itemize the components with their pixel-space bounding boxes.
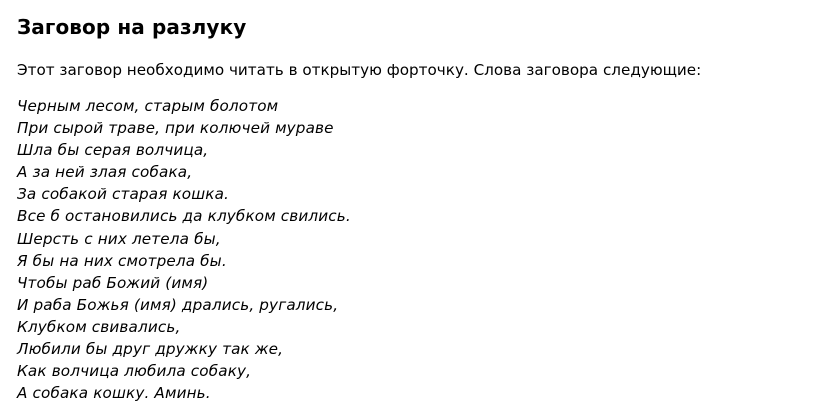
page-title: Заговор на разлуку [17, 15, 247, 39]
poem-line: Все б остановились да клубком свились. [17, 207, 351, 226]
poem-line: За собакой старая кошка. [17, 185, 230, 204]
poem-line: Шла бы серая волчица, [17, 141, 209, 160]
intro-paragraph: Этот заговор необходимо читать в открытую форточку. Слова заговора следующие: [17, 61, 702, 79]
poem-line: Как волчица любила собаку, [17, 362, 252, 381]
poem-line: Любили бы друг дружку так же, [17, 340, 284, 359]
poem-line: Черным лесом, старым болотом [17, 97, 279, 115]
poem-line: И раба Божья (имя) дрались, ругались, [17, 295, 339, 314]
poem-line: А собака кошку. Аминь. [17, 384, 211, 403]
poem-line: Чтобы раб Божий (имя) [17, 273, 209, 292]
poem-line: При сырой траве, при колючей мураве [17, 119, 334, 138]
poem-line: Шерсть с них летела бы, [17, 229, 221, 248]
poem-line: Клубком свивались, [17, 317, 181, 336]
poem-line: Я бы на них смотрела бы. [17, 251, 227, 270]
poem-text [17, 95, 807, 404]
poem-line: А за ней злая собака, [17, 163, 193, 182]
